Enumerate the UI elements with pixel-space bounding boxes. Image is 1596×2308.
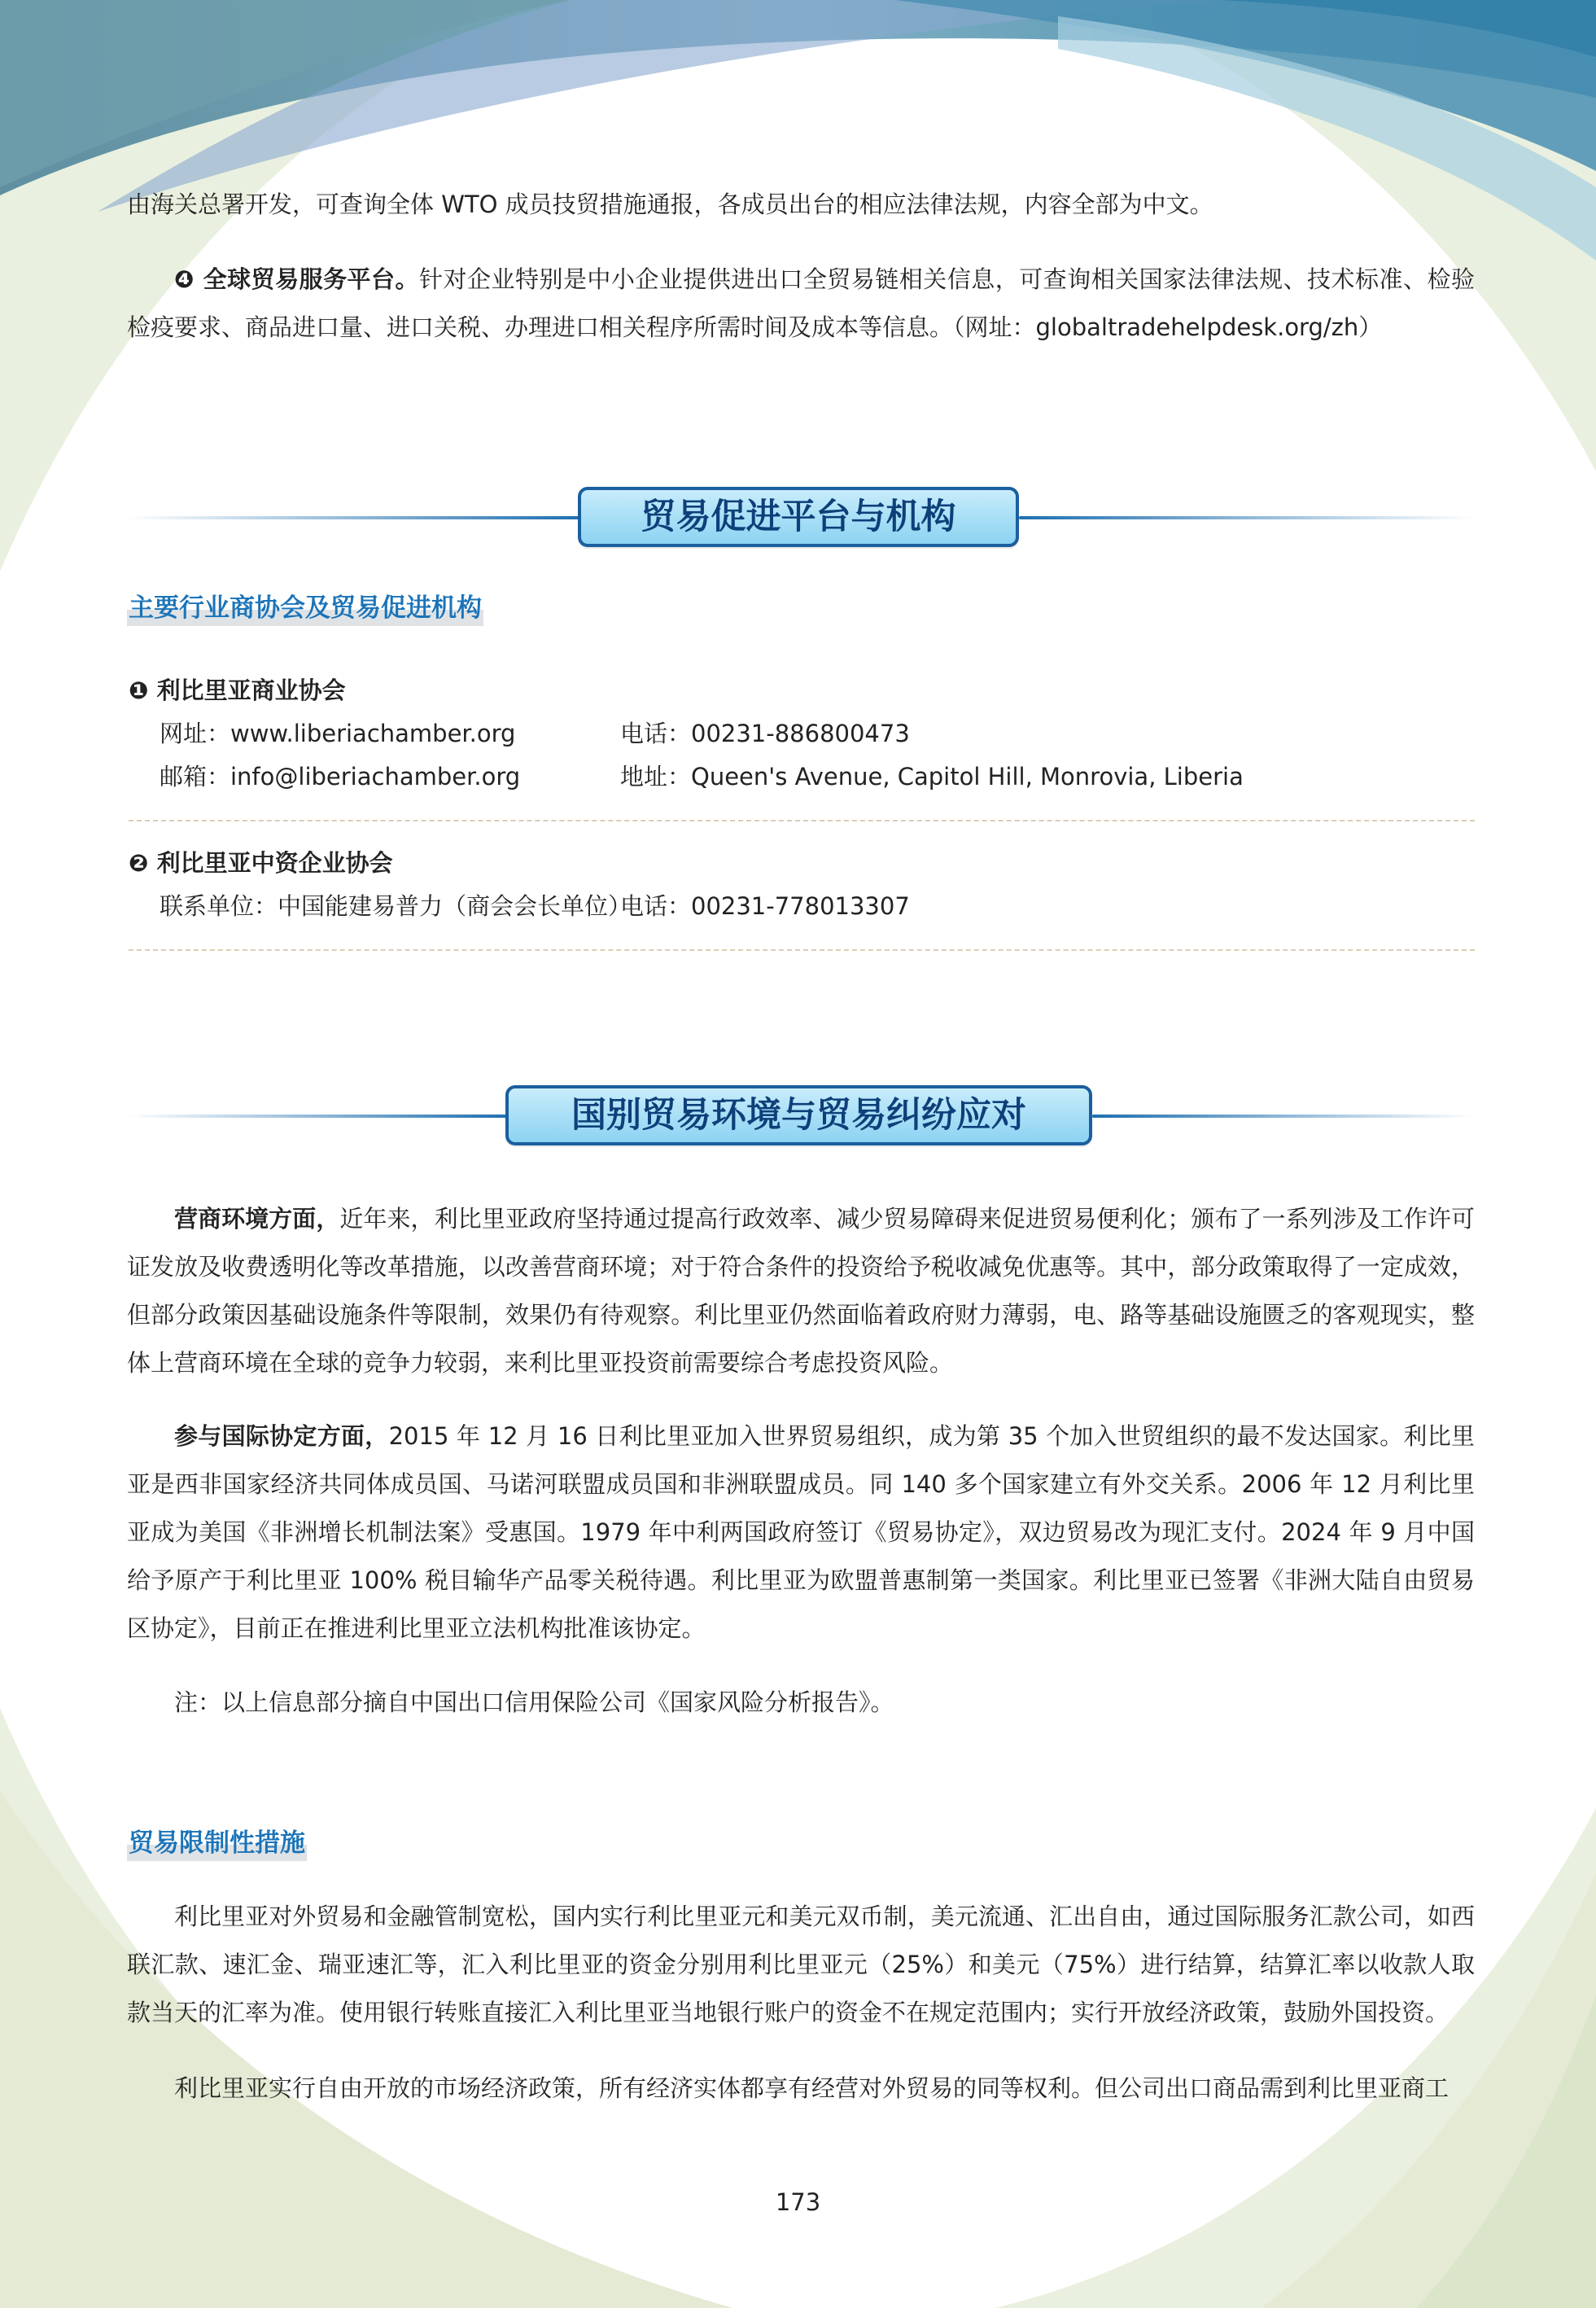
international-agreements-paragraph (127, 1412, 1475, 1653)
org-1-email: 邮箱：info@liberiachamber.org (160, 763, 521, 791)
header-rule-right (1092, 1115, 1475, 1118)
trade-restrictions-paragraph-2: 利比里亚实行自由开放的市场经济政策，所有经济实体都享有经营对外贸易的同等权利。但公司出口商品需到利比里亚商工 (174, 2074, 1450, 2102)
trade-restrictions-paragraph-1: 利比里亚对外贸易和金融管制宽松，国内实行利比里亚元和美元双币制，美元流通、汇出自由，通过国际服务汇款公司，如西联汇款、速汇金、瑞亚速汇等，汇入利比里亚的资金分别用利比里亚元（25%）和美元（75%）进行结算，结算汇率以收款人取款当天的汇率为准。使用银行转账直接汇入利比里亚当地银行账户的资金不在规定范围内；实行开放经济政策，鼓励外国投资。 (127, 1903, 1475, 2026)
divider-dashed-1 (129, 820, 1475, 821)
business-environment-body: 近年来，利比里亚政府坚持通过提高行政效率、减少贸易障碍来促进贸易便利化；颁布了一系列涉及工作许可证发放及收费透明化等改革措施，以改善营商环境；对于符合条件的投资给予税收减免优惠等。其中，部分政策取得了一定成效，但部分政策因基础设施条件等限制，效果仍有待观察。利比里亚仍然面临着政府财力薄弱，电、路等基础设施匮乏的客观现实，整体上营商环境在全球的竞争力较弱，来利比里亚投资前需要综合考虑投资风险。 (127, 1205, 1475, 1377)
org-2-phone: 电话：00231-778013307 (620, 892, 910, 920)
org-1-phone: 电话：00231-886800473 (620, 720, 910, 747)
platform-4-title: ❹ 全球贸易服务平台。 (174, 265, 420, 293)
platform-4-description: 针对企业特别是中小企业提供进出口全贸易链相关信息，可查询相关国家法律法规、技术标准、检验检疫要求、商品进口量、进口关税、办理进口相关程序所需时间及成本等信息。（网址：globaltradehelpdesk.org/zh） (127, 265, 1475, 341)
org-1-name: ❶ 利比里亚商业协会 (129, 677, 346, 704)
section-title: 贸易促进平台与机构 (578, 487, 1019, 547)
org-1-website: 网址：www.liberiachamber.org (160, 720, 516, 747)
subheading-associations: 主要行业商协会及贸易促进机构 (127, 590, 483, 626)
divider-dashed-2 (129, 949, 1475, 951)
source-note: 注：以上信息部分摘自中国出口信用保险公司《国家风险分析报告》。 (174, 1688, 894, 1716)
section-title: 国别贸易环境与贸易纠纷应对 (505, 1085, 1092, 1145)
org-2-contact: 联系单位：中国能建易普力（商会会长单位） (160, 892, 632, 920)
section-header-trade-promotion (127, 487, 1475, 549)
org-1-address: 地址：Queen's Avenue, Capitol Hill, Monrovia, Liberia (620, 763, 1244, 791)
subheading-trade-restrictions: 贸易限制性措施 (127, 1825, 307, 1861)
business-environment-paragraph (127, 1195, 1475, 1387)
header-rule-left (127, 1115, 509, 1118)
section-header-trade-environment (127, 1085, 1475, 1147)
intro-paragraph-1: 由海关总署开发，可查询全体 WTO 成员技贸措施通报，各成员出台的相应法律法规，内容全部为中文。 (127, 191, 1213, 218)
header-rule-left (127, 516, 583, 519)
business-environment-lead: 营商环境方面， (174, 1205, 340, 1233)
international-agreements-lead: 参与国际协定方面， (174, 1422, 389, 1450)
org-2-name: ❷ 利比里亚中资企业协会 (129, 849, 393, 877)
header-rule-right (1019, 516, 1475, 519)
intro-paragraph-2 (127, 256, 1475, 352)
page-number: 173 (775, 2188, 821, 2216)
international-agreements-body: 2015 年 12 月 16 日利比里亚加入世界贸易组织，成为第 35 个加入世贸组织的最不发达国家。利比里亚是西非国家经济共同体成员国、马诺河联盟成员国和非洲联盟成员。同 140 多个国家建立有外交关系。2006 年 12 月利比里亚成为美国《非洲增长机制法案》受惠国。1979 年中利两国政府签订《贸易协定》，双边贸易改为现汇支付。2024 年 9 月中国给予原产于利比里亚 100% 税目输华产品零关税待遇。利比里亚为欧盟普惠制第一类国家。利比里亚已签署《非洲大陆自由贸易区协定》，目前正在推进利比里亚立法机构批准该协定。 (127, 1422, 1475, 1642)
